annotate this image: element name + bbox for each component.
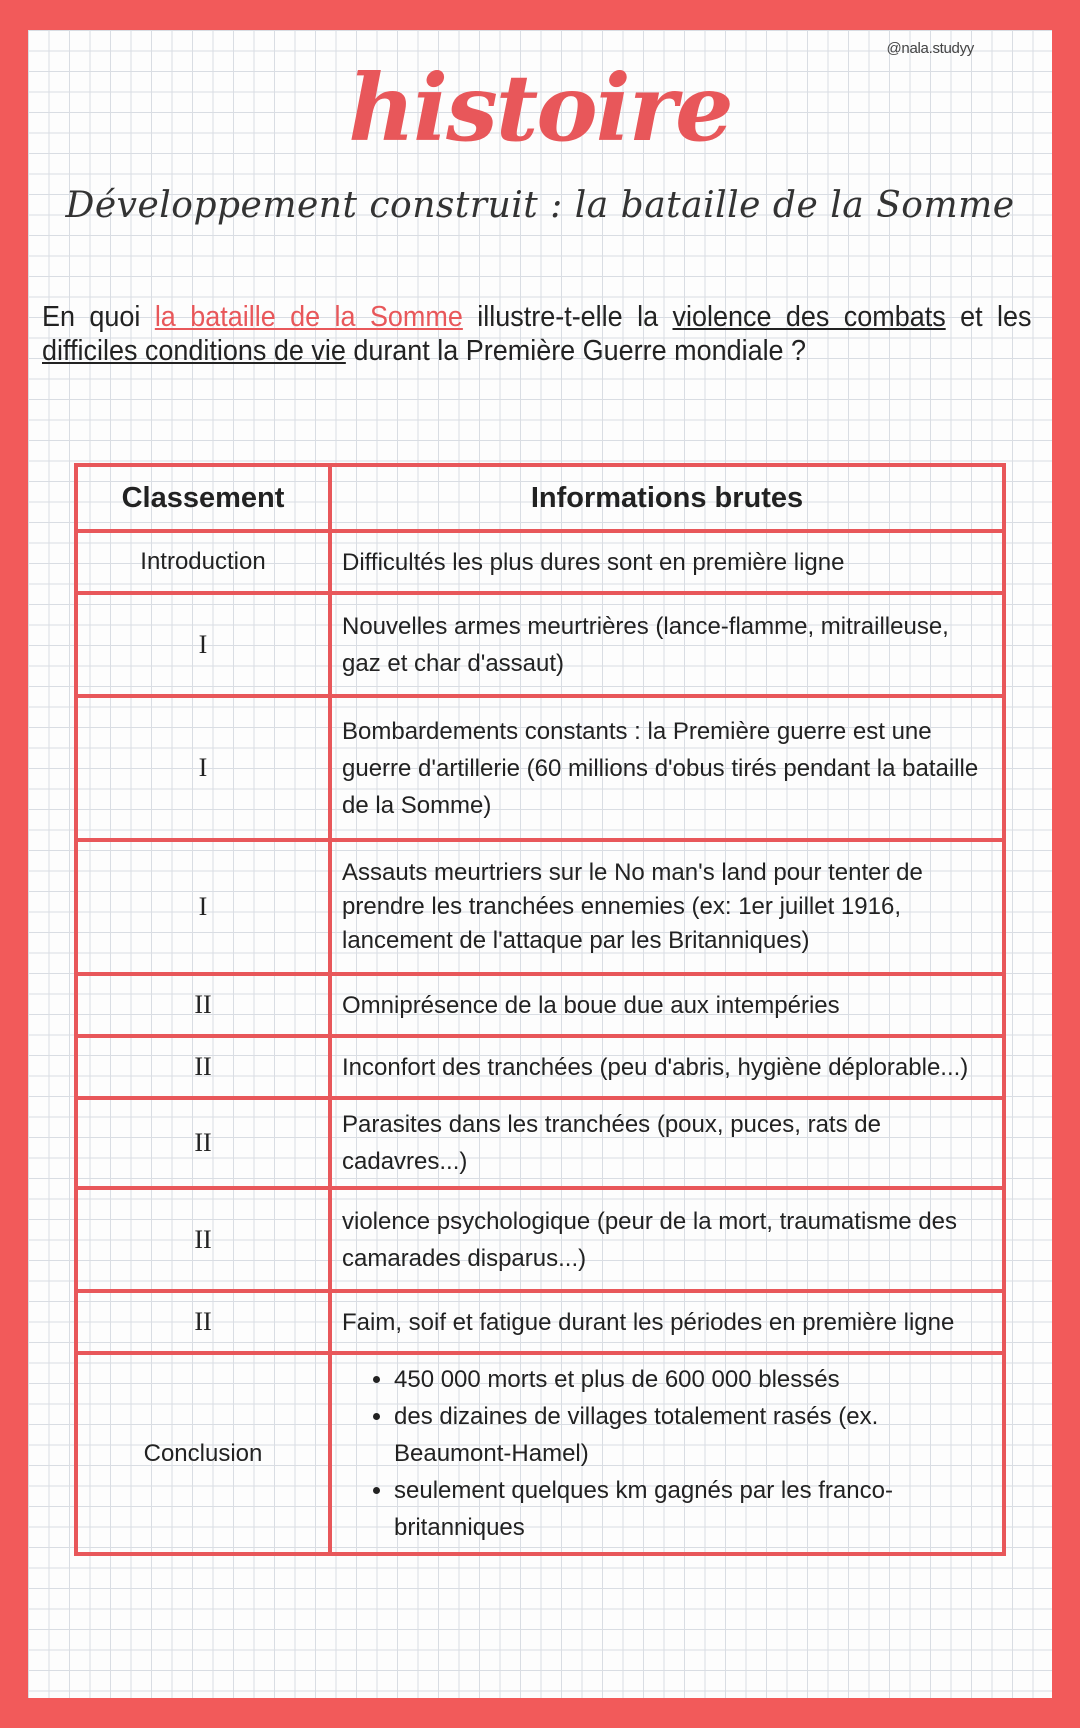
table-row-conclusion (76, 1353, 1004, 1554)
question-part: illustre-t-elle la (462, 301, 673, 333)
rank-cell: I (76, 696, 330, 840)
notebook-sheet (28, 30, 1052, 1698)
rank-cell: I (76, 840, 330, 974)
page-title: histoire (348, 54, 732, 162)
rank-cell: Introduction (76, 531, 330, 593)
question-underline-conditions: difficiles conditions de vie (42, 335, 346, 367)
rank-cell: Conclusion (76, 1353, 330, 1554)
rank-cell: II (76, 1098, 330, 1188)
question-part: durant la Première Guerre mondiale ? (345, 335, 807, 367)
question-highlight-somme: la bataille de la Somme (154, 301, 463, 333)
question-part: En quoi (42, 301, 155, 333)
rank-cell: II (76, 1291, 330, 1353)
table-row (76, 593, 1004, 696)
info-cell: Inconfort des tranchées (peu d'abris, hygiène déplorable...) (330, 1036, 1004, 1098)
list-item: • des dizaines de villages totalement rasés (ex. Beaumont-Hamel) (394, 1398, 992, 1472)
rank-cell: II (76, 1188, 330, 1291)
info-cell: violence psychologique (peur de la mort, traumatisme des camarades disparus...) (330, 1188, 1004, 1291)
table-row (76, 696, 1004, 840)
info-cell: Difficultés les plus dures sont en première ligne (330, 531, 1004, 593)
table-row (76, 840, 1004, 974)
column-header-classement: Classement (76, 465, 330, 531)
list-item: • seulement quelques km gagnés par les franco-britanniques (394, 1472, 992, 1546)
essay-question (42, 300, 1032, 368)
table-row (76, 1036, 1004, 1098)
classification-table (74, 463, 1006, 1556)
info-cell: Bombardements constants : la Première guerre est une guerre d'artillerie (60 millions d'obus tirés pendant la bataille de la Somme) (330, 696, 1004, 840)
page-subtitle: Développement construit : la bataille de la Somme (65, 185, 1015, 226)
table-row (76, 1291, 1004, 1353)
rank-cell: II (76, 974, 330, 1036)
info-cell: Omniprésence de la boue due aux intempéries (330, 974, 1004, 1036)
conclusion-cell (330, 1353, 1004, 1554)
list-item: • 450 000 morts et plus de 600 000 blessés (394, 1361, 992, 1398)
rank-cell: I (76, 593, 330, 696)
author-handle: @nala.studyy (886, 40, 974, 57)
info-cell: Assauts meurtriers sur le No man's land pour tenter de prendre les tranchées ennemies (ex: 1er juillet 1916, lancement de l'attaque par les Britanniques) (330, 840, 1004, 974)
table-row (76, 1098, 1004, 1188)
info-cell: Nouvelles armes meurtrières (lance-flamme, mitrailleuse, gaz et char d'assaut) (330, 593, 1004, 696)
table-row (76, 531, 1004, 593)
question-underline-violence: violence des combats (672, 301, 946, 333)
table-row (76, 974, 1004, 1036)
info-cell: Parasites dans les tranchées (poux, puces, rats de cadavres...) (330, 1098, 1004, 1188)
info-cell: Faim, soif et fatigue durant les périodes en première ligne (330, 1291, 1004, 1353)
rank-cell: II (76, 1036, 330, 1098)
conclusion-list (342, 1361, 992, 1546)
table-header-row (76, 465, 1004, 531)
column-header-informations: Informations brutes (330, 465, 1004, 531)
table-row (76, 1188, 1004, 1291)
question-part: et les (945, 301, 1032, 333)
